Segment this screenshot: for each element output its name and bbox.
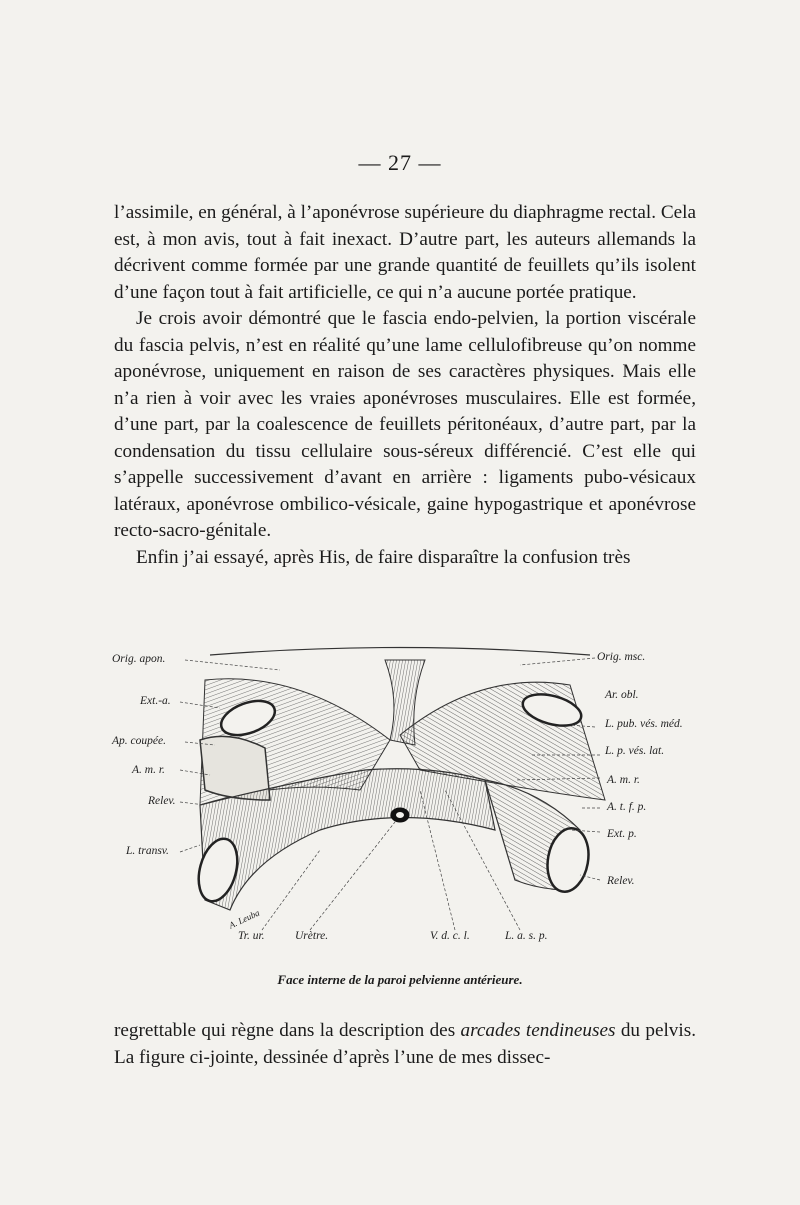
label-ext-p: Ext. p. (607, 828, 637, 840)
paragraph-text: regrettable qui règne dans la description des (114, 1020, 461, 1041)
label-l-transv: L. transv. (126, 845, 169, 857)
page-number: — 27 — (358, 150, 442, 175)
label-l-p-ves-lat: L. p. vés. lat. (605, 745, 665, 757)
label-relev-right: Relev. (607, 875, 635, 887)
body-text-top (114, 200, 696, 571)
paragraph (114, 1018, 696, 1071)
label-v-d-c-l: V. d. c. l. (430, 930, 470, 942)
label-a-m-r-left: A. m. r. (132, 764, 165, 776)
label-ap-coupee: Ap. coupée. (112, 735, 166, 747)
label-a-m-r-right: A. m. r. (607, 774, 640, 786)
artist-signature: A. Leuba (227, 907, 262, 931)
figure-caption: Face interne de la paroi pelvienne antérieure. (277, 972, 523, 987)
label-orig-apon: Orig. apon. (112, 653, 166, 665)
paragraph: l’assimile, en général, à l’aponévrose supérieure du diaphragme rectal. Cela est, à mon avis, tout à fait inexact. D’autre part, les auteurs allemands la décrivent comme formée par une grande quantité de feuillets qu’ils isolent d’une façon tout à fait artificielle, ce qui n’a aucune portée pratique. (114, 202, 696, 303)
paragraph: Je crois avoir démontré que le fascia endo-pelvien, la portion viscérale du fascia pelvis, n’est en réalité qu’une lame cellulofibreuse qu’on nomme aponévrose, uniquement en raison de ses caractères physiques. Mais elle n’a rien à voir avec les vraies aponévroses musculaires. Elle est formée, d’une part, par la coalescence de feuillets péritonéaux, d’autre part, par la condensation du tissu cellulaire sous-séreux différencié. C’est elle qui s’appelle successivement d’avant en arrière : ligaments pubo-vésicaux latéraux, aponévrose ombilico-vésicale, gaine hypogastrique et aponévrose recto-sacro-génitale. (114, 308, 696, 541)
label-a-t-f-p: A. t. f. p. (607, 801, 647, 813)
emphasized-term: arcades tendineuses (460, 1020, 616, 1041)
anatomical-figure (100, 630, 710, 950)
label-orig-msc: Orig. msc. (597, 651, 646, 663)
label-l-pub-ves-med: L. pub. vés. méd. (605, 718, 683, 730)
label-tr-ur: Tr. ur. (238, 930, 265, 942)
paragraph: Enfin j’ai essayé, après His, de faire disparaître la confusion très (136, 546, 631, 568)
label-l-a-s-p: L. a. s. p. (505, 930, 548, 942)
body-text-bottom (114, 1018, 696, 1071)
label-ext-a: Ext.-a. (140, 695, 171, 707)
label-ar-obl: Ar. obl. (605, 689, 639, 701)
label-relev-left: Relev. (148, 795, 176, 807)
label-uretre: Urètre. (295, 930, 329, 942)
pelvic-wall-illustration (100, 630, 710, 950)
paragraph-text: du pelvis. La figure ci-jointe, dessinée d’après l’une de mes dissec- (114, 1020, 696, 1068)
